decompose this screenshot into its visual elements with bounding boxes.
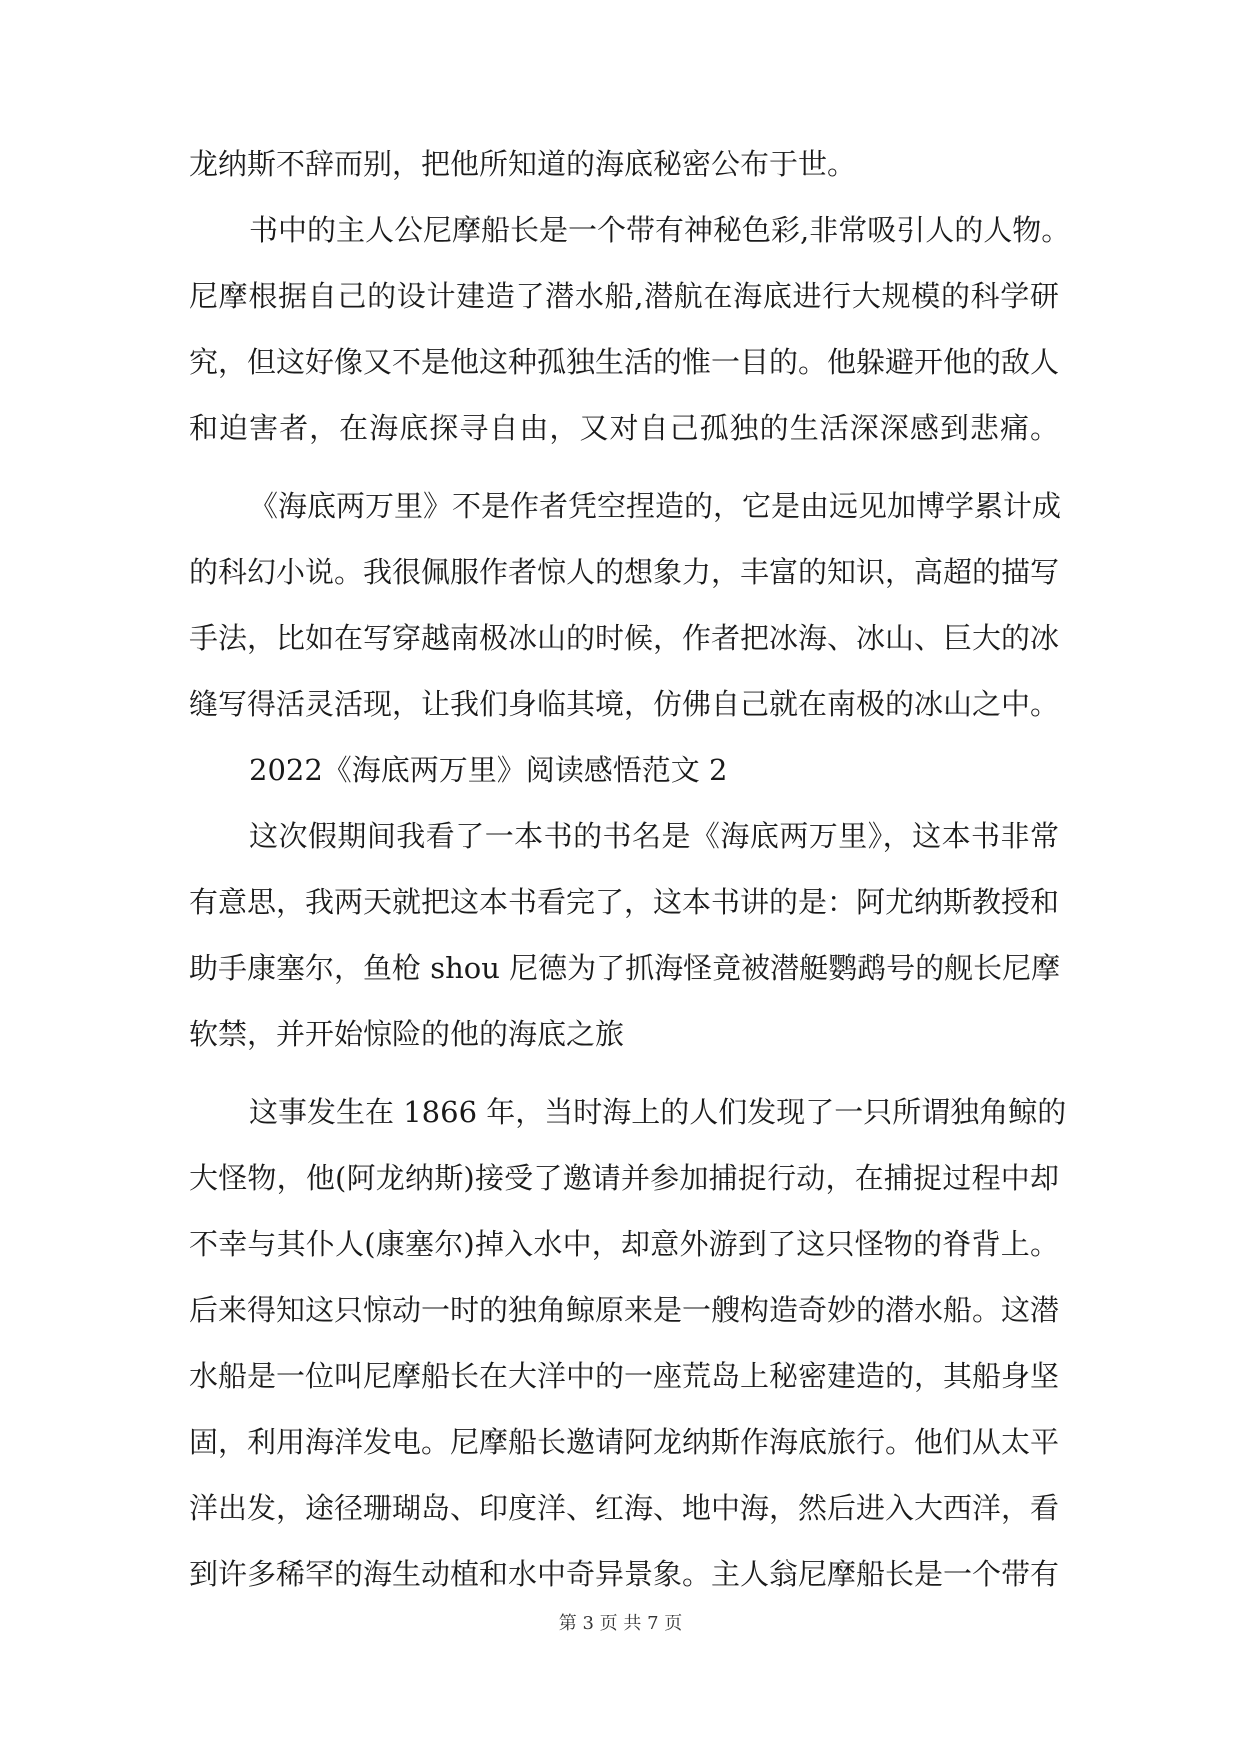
page-number-footer: 第 3 页 共 7 页 [558,1613,683,1634]
text-line: 手法，比如在写穿越南极冰山的时候，作者把冰海、冰山、巨大的冰 [189,621,1060,655]
text-line: 《海底两万里》不是作者凭空捏造的，它是由远见加博学累计成 [249,489,1062,523]
text-line: 龙纳斯不辞而别，把他所知道的海底秘密公布于世。 [189,147,857,181]
text-line: 这次假期间我看了一本书的书名是《海底两万里》，这本书非常 [249,819,1059,853]
section-heading: 2022《海底两万里》阅读感悟范文 2 [249,753,728,787]
text-line: 固，利用海洋发电。尼摩船长邀请阿龙纳斯作海底旅行。他们从太平 [189,1425,1060,1459]
text-line: 书中的主人公尼摩船长是一个带有神秘色彩,非常吸引人的人物。 [249,213,1071,247]
text-line: 软禁，并开始惊险的他的海底之旅 [189,1017,625,1051]
text-line: 和迫害者，在海底探寻自由，又对自己孤独的生活深深感到悲痛。 [189,411,1059,445]
text-line: 有意思，我两天就把这本书看完了，这本书讲的是：阿尤纳斯教授和 [189,885,1060,919]
text-line: 大怪物，他(阿龙纳斯)接受了邀请并参加捕捉行动，在捕捉过程中却 [189,1161,1059,1195]
text-line: 缝写得活灵活现，让我们身临其境，仿佛自己就在南极的冰山之中。 [189,687,1060,721]
text-line: 不幸与其仆人(康塞尔)掉入水中，却意外游到了这只怪物的脊背上。 [189,1227,1059,1261]
text-line: 后来得知这只惊动一时的独角鲸原来是一艘构造奇妙的潜水船。这潜 [189,1293,1060,1327]
text-line: 洋出发，途径珊瑚岛、印度洋、红海、地中海，然后进入大西洋，看 [189,1491,1060,1525]
text-line: 助手康塞尔，鱼枪 shou 尼德为了抓海怪竟被潜艇鹦鹉号的舰长尼摩 [189,951,1061,985]
text-line: 的科幻小说。我很佩服作者惊人的想象力，丰富的知识，高超的描写 [189,555,1060,589]
text-line: 到许多稀罕的海生动植和水中奇异景象。主人翁尼摩船长是一个带有 [189,1557,1060,1591]
text-line: 这事发生在 1866 年，当时海上的人们发现了一只所谓独角鲸的 [249,1095,1067,1129]
text-line: 尼摩根据自己的设计建造了潜水船,潜航在海底进行大规模的科学研 [189,279,1059,313]
text-line: 究，但这好像又不是他这种孤独生活的惟一目的。他躲避开他的敌人 [189,345,1060,379]
text-line: 水船是一位叫尼摩船长在大洋中的一座荒岛上秘密建造的，其船身坚 [189,1359,1060,1393]
